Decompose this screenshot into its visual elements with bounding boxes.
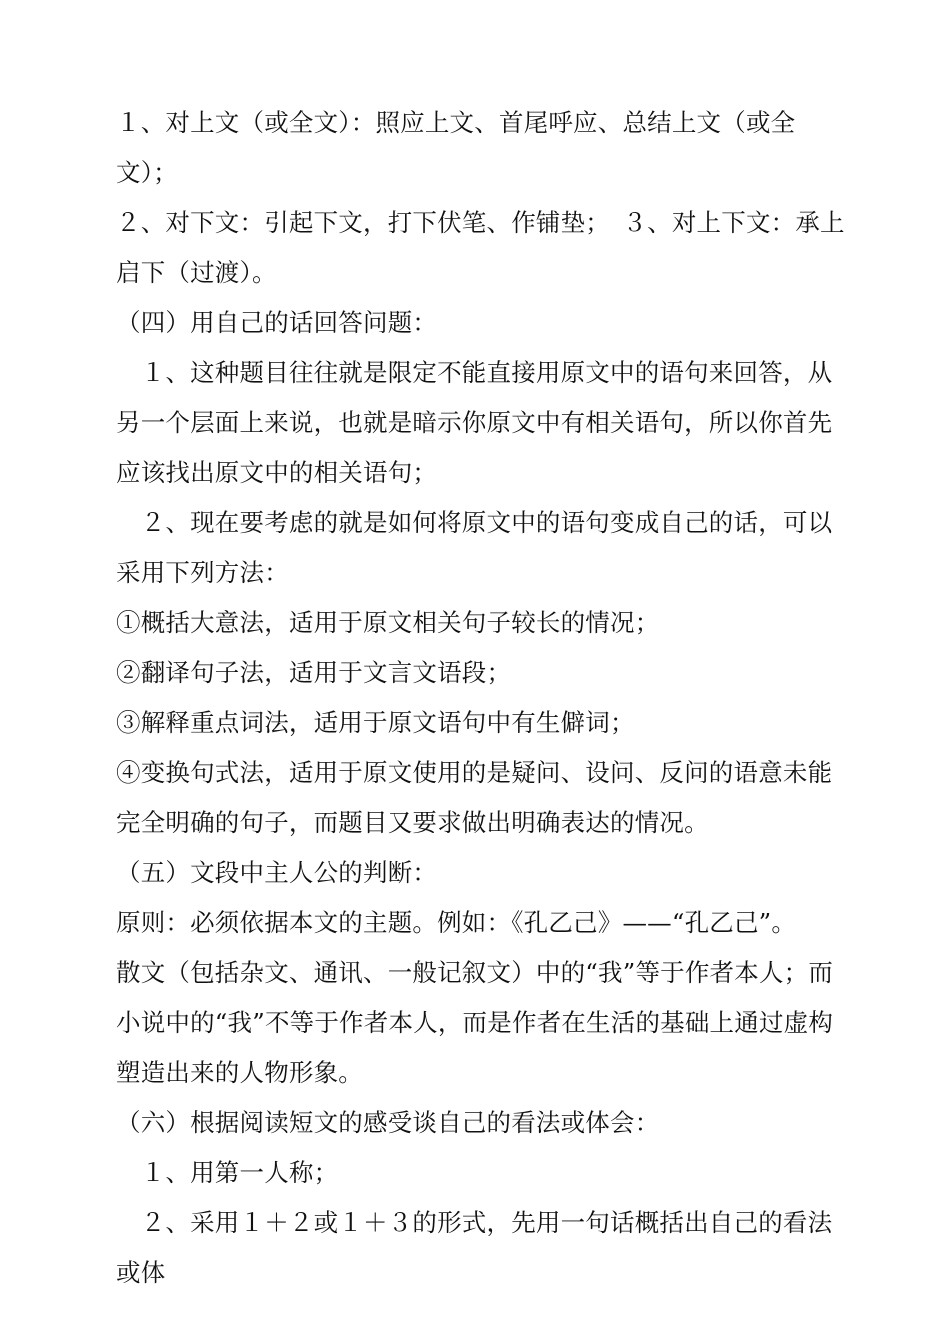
paragraph-1: １、对上文（或全文）：照应上文、首尾呼应、总结上文（或全文）； <box>116 108 796 187</box>
method-2: ②翻译句子法，适用于文言文语段； <box>116 658 512 687</box>
method-1: ①概括大意法，适用于原文相关句子较长的情况； <box>116 608 660 637</box>
paragraph-2: ２、对下文：引起下文，打下伏笔、作铺垫； ３、对上下文：承上启下（过渡）。 <box>116 208 845 287</box>
section-heading-6: （六）根据阅读短文的感受谈自己的看法或体会： <box>116 1108 660 1137</box>
method-4: ④变换句式法，适用于原文使用的是疑问、设问、反问的语意未能完全明确的句子，而题目又要求做出明确表达的情况。 <box>116 758 833 837</box>
paragraph-6: ２、采用１＋２或１＋３的形式，先用一句话概括出自己的看法或体 <box>116 1208 833 1287</box>
paragraph-5: １、用第一人称； <box>116 1158 339 1187</box>
section-heading-4: （四）用自己的话回答问题： <box>116 308 438 337</box>
principle-paragraph: 原则：必须依据本文的主题。例如：《孔乙己》——“孔乙己”。 <box>116 908 797 937</box>
document-body <box>116 98 846 1298</box>
method-3: ③解释重点词法，适用于原文语句中有生僻词； <box>116 708 635 737</box>
essay-paragraph: 散文（包括杂文、通讯、一般记叙文）中的“我”等于作者本人；而小说中的“我”不等于作者本人，而是作者在生活的基础上通过虚构塑造出来的人物形象。 <box>116 958 834 1087</box>
paragraph-3: １、这种题目往往就是限定不能直接用原文中的语句来回答，从另一个层面上来说，也就是暗示你原文中有相关语句，所以你首先应该找出原文中的相关语句； <box>116 358 833 487</box>
section-heading-5: （五）文段中主人公的判断： <box>116 858 438 887</box>
paragraph-4: ２、现在要考虑的就是如何将原文中的语句变成自己的话，可以采用下列方法： <box>116 508 833 587</box>
